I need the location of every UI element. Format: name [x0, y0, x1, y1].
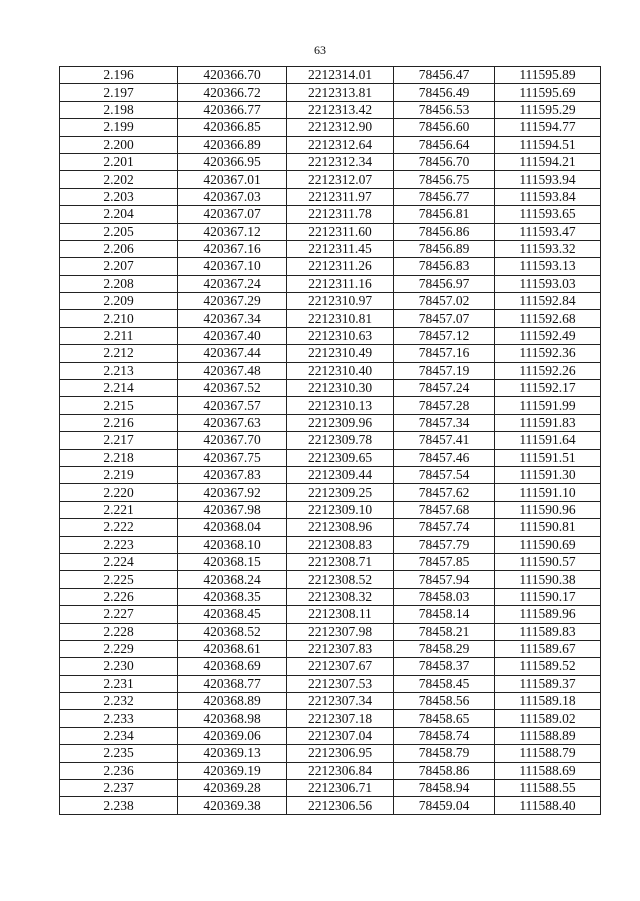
local-y-cell: 111591.51	[495, 449, 601, 466]
table-row	[60, 258, 601, 275]
table-row	[60, 797, 601, 814]
point-id-cell: 2.213	[60, 362, 178, 379]
point-id-cell: 2.224	[60, 553, 178, 570]
y-coordinate-cell: 2212307.67	[287, 658, 394, 675]
x-coordinate-cell: 420368.24	[178, 571, 287, 588]
table-row	[60, 606, 601, 623]
table-row	[60, 345, 601, 362]
local-x-cell: 78456.60	[394, 119, 495, 136]
x-coordinate-cell: 420366.95	[178, 153, 287, 170]
x-coordinate-cell: 420366.89	[178, 136, 287, 153]
local-y-cell: 111589.02	[495, 710, 601, 727]
local-y-cell: 111591.83	[495, 414, 601, 431]
point-id-cell: 2.222	[60, 519, 178, 536]
local-x-cell: 78457.41	[394, 432, 495, 449]
local-x-cell: 78458.65	[394, 710, 495, 727]
point-id-cell: 2.235	[60, 745, 178, 762]
point-id-cell: 2.211	[60, 327, 178, 344]
local-y-cell: 111595.69	[495, 84, 601, 101]
x-coordinate-cell: 420367.34	[178, 310, 287, 327]
point-id-cell: 2.236	[60, 762, 178, 779]
point-id-cell: 2.205	[60, 223, 178, 240]
y-coordinate-cell: 2212309.25	[287, 484, 394, 501]
point-id-cell: 2.225	[60, 571, 178, 588]
table-row	[60, 727, 601, 744]
point-id-cell: 2.207	[60, 258, 178, 275]
point-id-cell: 2.196	[60, 67, 178, 84]
table-row	[60, 275, 601, 292]
x-coordinate-cell: 420367.44	[178, 345, 287, 362]
y-coordinate-cell: 2212310.13	[287, 397, 394, 414]
x-coordinate-cell: 420369.38	[178, 797, 287, 814]
point-id-cell: 2.206	[60, 240, 178, 257]
y-coordinate-cell: 2212310.63	[287, 327, 394, 344]
table-row	[60, 310, 601, 327]
x-coordinate-cell: 420367.10	[178, 258, 287, 275]
local-x-cell: 78457.46	[394, 449, 495, 466]
table-row	[60, 327, 601, 344]
y-coordinate-cell: 2212306.71	[287, 780, 394, 797]
x-coordinate-cell: 420367.83	[178, 466, 287, 483]
table-row	[60, 588, 601, 605]
local-x-cell: 78457.62	[394, 484, 495, 501]
y-coordinate-cell: 2212311.97	[287, 188, 394, 205]
point-id-cell: 2.212	[60, 345, 178, 362]
local-x-cell: 78457.54	[394, 466, 495, 483]
local-x-cell: 78458.21	[394, 623, 495, 640]
table-row	[60, 206, 601, 223]
table-row	[60, 571, 601, 588]
local-y-cell: 111589.52	[495, 658, 601, 675]
table-row	[60, 240, 601, 257]
local-y-cell: 111591.30	[495, 466, 601, 483]
local-x-cell: 78458.14	[394, 606, 495, 623]
table-row	[60, 119, 601, 136]
point-id-cell: 2.232	[60, 693, 178, 710]
x-coordinate-cell: 420369.13	[178, 745, 287, 762]
local-x-cell: 78456.70	[394, 153, 495, 170]
point-id-cell: 2.209	[60, 293, 178, 310]
y-coordinate-cell: 2212314.01	[287, 67, 394, 84]
y-coordinate-cell: 2212310.81	[287, 310, 394, 327]
local-y-cell: 111588.40	[495, 797, 601, 814]
local-x-cell: 78456.89	[394, 240, 495, 257]
local-x-cell: 78459.04	[394, 797, 495, 814]
x-coordinate-cell: 420366.77	[178, 101, 287, 118]
table-row	[60, 623, 601, 640]
y-coordinate-cell: 2212312.34	[287, 153, 394, 170]
x-coordinate-cell: 420367.24	[178, 275, 287, 292]
x-coordinate-cell: 420367.92	[178, 484, 287, 501]
local-y-cell: 111591.99	[495, 397, 601, 414]
x-coordinate-cell: 420367.63	[178, 414, 287, 431]
local-x-cell: 78458.86	[394, 762, 495, 779]
local-x-cell: 78456.64	[394, 136, 495, 153]
x-coordinate-cell: 420366.70	[178, 67, 287, 84]
local-x-cell: 78458.03	[394, 588, 495, 605]
y-coordinate-cell: 2212312.90	[287, 119, 394, 136]
local-y-cell: 111593.84	[495, 188, 601, 205]
x-coordinate-cell: 420367.07	[178, 206, 287, 223]
y-coordinate-cell: 2212309.10	[287, 501, 394, 518]
table-row	[60, 362, 601, 379]
table-row	[60, 153, 601, 170]
x-coordinate-cell: 420367.75	[178, 449, 287, 466]
local-y-cell: 111589.18	[495, 693, 601, 710]
y-coordinate-cell: 2212309.78	[287, 432, 394, 449]
local-y-cell: 111590.17	[495, 588, 601, 605]
point-id-cell: 2.237	[60, 780, 178, 797]
x-coordinate-cell: 420366.85	[178, 119, 287, 136]
y-coordinate-cell: 2212308.11	[287, 606, 394, 623]
y-coordinate-cell: 2212306.56	[287, 797, 394, 814]
coordinates-table	[59, 66, 601, 815]
point-id-cell: 2.233	[60, 710, 178, 727]
point-id-cell: 2.216	[60, 414, 178, 431]
table-row	[60, 188, 601, 205]
point-id-cell: 2.221	[60, 501, 178, 518]
local-x-cell: 78457.74	[394, 519, 495, 536]
local-x-cell: 78457.19	[394, 362, 495, 379]
x-coordinate-cell: 420368.15	[178, 553, 287, 570]
local-y-cell: 111589.37	[495, 675, 601, 692]
local-x-cell: 78457.24	[394, 380, 495, 397]
table-row	[60, 432, 601, 449]
x-coordinate-cell: 420367.01	[178, 171, 287, 188]
local-x-cell: 78457.85	[394, 553, 495, 570]
x-coordinate-cell: 420368.04	[178, 519, 287, 536]
local-x-cell: 78458.94	[394, 780, 495, 797]
local-y-cell: 111590.69	[495, 536, 601, 553]
point-id-cell: 2.217	[60, 432, 178, 449]
y-coordinate-cell: 2212307.04	[287, 727, 394, 744]
x-coordinate-cell: 420369.19	[178, 762, 287, 779]
point-id-cell: 2.202	[60, 171, 178, 188]
point-id-cell: 2.204	[60, 206, 178, 223]
point-id-cell: 2.197	[60, 84, 178, 101]
x-coordinate-cell: 420367.70	[178, 432, 287, 449]
y-coordinate-cell: 2212308.83	[287, 536, 394, 553]
local-x-cell: 78457.12	[394, 327, 495, 344]
local-x-cell: 78456.75	[394, 171, 495, 188]
x-coordinate-cell: 420369.28	[178, 780, 287, 797]
table-row	[60, 84, 601, 101]
local-y-cell: 111595.29	[495, 101, 601, 118]
table-row	[60, 171, 601, 188]
y-coordinate-cell: 2212311.60	[287, 223, 394, 240]
local-y-cell: 111594.51	[495, 136, 601, 153]
y-coordinate-cell: 2212311.26	[287, 258, 394, 275]
y-coordinate-cell: 2212312.64	[287, 136, 394, 153]
local-x-cell: 78456.97	[394, 275, 495, 292]
y-coordinate-cell: 2212310.97	[287, 293, 394, 310]
local-x-cell: 78458.74	[394, 727, 495, 744]
table-row	[60, 136, 601, 153]
y-coordinate-cell: 2212307.34	[287, 693, 394, 710]
local-x-cell: 78456.86	[394, 223, 495, 240]
local-x-cell: 78458.56	[394, 693, 495, 710]
point-id-cell: 2.227	[60, 606, 178, 623]
x-coordinate-cell: 420369.06	[178, 727, 287, 744]
point-id-cell: 2.230	[60, 658, 178, 675]
local-x-cell: 78456.49	[394, 84, 495, 101]
local-x-cell: 78457.34	[394, 414, 495, 431]
table-row	[60, 101, 601, 118]
point-id-cell: 2.229	[60, 640, 178, 657]
local-x-cell: 78457.79	[394, 536, 495, 553]
point-id-cell: 2.218	[60, 449, 178, 466]
x-coordinate-cell: 420366.72	[178, 84, 287, 101]
coordinates-table-body	[60, 67, 601, 815]
local-y-cell: 111592.68	[495, 310, 601, 327]
local-y-cell: 111593.65	[495, 206, 601, 223]
table-row	[60, 693, 601, 710]
y-coordinate-cell: 2212307.83	[287, 640, 394, 657]
page-number: 63	[314, 43, 326, 57]
table-row	[60, 449, 601, 466]
local-y-cell: 111593.47	[495, 223, 601, 240]
y-coordinate-cell: 2212308.71	[287, 553, 394, 570]
local-y-cell: 111588.89	[495, 727, 601, 744]
local-x-cell: 78457.07	[394, 310, 495, 327]
x-coordinate-cell: 420367.52	[178, 380, 287, 397]
local-y-cell: 111591.10	[495, 484, 601, 501]
table-row	[60, 380, 601, 397]
local-y-cell: 111594.77	[495, 119, 601, 136]
table-row	[60, 501, 601, 518]
table-row	[60, 223, 601, 240]
local-y-cell: 111592.26	[495, 362, 601, 379]
local-y-cell: 111592.49	[495, 327, 601, 344]
point-id-cell: 2.220	[60, 484, 178, 501]
point-id-cell: 2.214	[60, 380, 178, 397]
point-id-cell: 2.223	[60, 536, 178, 553]
local-x-cell: 78458.29	[394, 640, 495, 657]
table-row	[60, 293, 601, 310]
local-y-cell: 111592.84	[495, 293, 601, 310]
local-y-cell: 111594.21	[495, 153, 601, 170]
local-x-cell: 78457.28	[394, 397, 495, 414]
local-y-cell: 111590.96	[495, 501, 601, 518]
point-id-cell: 2.231	[60, 675, 178, 692]
local-x-cell: 78458.79	[394, 745, 495, 762]
local-x-cell: 78458.37	[394, 658, 495, 675]
x-coordinate-cell: 420368.45	[178, 606, 287, 623]
y-coordinate-cell: 2212307.18	[287, 710, 394, 727]
x-coordinate-cell: 420368.69	[178, 658, 287, 675]
point-id-cell: 2.201	[60, 153, 178, 170]
table-row	[60, 466, 601, 483]
y-coordinate-cell: 2212307.98	[287, 623, 394, 640]
y-coordinate-cell: 2212310.40	[287, 362, 394, 379]
local-y-cell: 111590.81	[495, 519, 601, 536]
y-coordinate-cell: 2212308.52	[287, 571, 394, 588]
table-row	[60, 67, 601, 84]
table-row	[60, 484, 601, 501]
table-row	[60, 710, 601, 727]
x-coordinate-cell: 420368.98	[178, 710, 287, 727]
local-y-cell: 111589.83	[495, 623, 601, 640]
local-x-cell: 78456.81	[394, 206, 495, 223]
x-coordinate-cell: 420367.57	[178, 397, 287, 414]
y-coordinate-cell: 2212312.07	[287, 171, 394, 188]
point-id-cell: 2.203	[60, 188, 178, 205]
table-row	[60, 675, 601, 692]
x-coordinate-cell: 420367.29	[178, 293, 287, 310]
table-row	[60, 414, 601, 431]
y-coordinate-cell: 2212308.96	[287, 519, 394, 536]
local-y-cell: 111592.17	[495, 380, 601, 397]
x-coordinate-cell: 420367.16	[178, 240, 287, 257]
local-y-cell: 111595.89	[495, 67, 601, 84]
table-row	[60, 745, 601, 762]
y-coordinate-cell: 2212309.65	[287, 449, 394, 466]
y-coordinate-cell: 2212306.95	[287, 745, 394, 762]
table-row	[60, 553, 601, 570]
x-coordinate-cell: 420367.03	[178, 188, 287, 205]
point-id-cell: 2.228	[60, 623, 178, 640]
y-coordinate-cell: 2212313.42	[287, 101, 394, 118]
y-coordinate-cell: 2212306.84	[287, 762, 394, 779]
point-id-cell: 2.208	[60, 275, 178, 292]
point-id-cell: 2.219	[60, 466, 178, 483]
local-x-cell: 78456.83	[394, 258, 495, 275]
local-y-cell: 111593.03	[495, 275, 601, 292]
y-coordinate-cell: 2212310.30	[287, 380, 394, 397]
table-row	[60, 658, 601, 675]
local-y-cell: 111588.69	[495, 762, 601, 779]
local-x-cell: 78457.16	[394, 345, 495, 362]
x-coordinate-cell: 420368.52	[178, 623, 287, 640]
x-coordinate-cell: 420368.61	[178, 640, 287, 657]
local-y-cell: 111588.55	[495, 780, 601, 797]
point-id-cell: 2.210	[60, 310, 178, 327]
local-x-cell: 78458.45	[394, 675, 495, 692]
x-coordinate-cell: 420368.35	[178, 588, 287, 605]
x-coordinate-cell: 420368.89	[178, 693, 287, 710]
y-coordinate-cell: 2212311.16	[287, 275, 394, 292]
local-y-cell: 111589.67	[495, 640, 601, 657]
local-y-cell: 111588.79	[495, 745, 601, 762]
y-coordinate-cell: 2212308.32	[287, 588, 394, 605]
local-y-cell: 111590.57	[495, 553, 601, 570]
local-x-cell: 78456.47	[394, 67, 495, 84]
y-coordinate-cell: 2212310.49	[287, 345, 394, 362]
x-coordinate-cell: 420368.77	[178, 675, 287, 692]
local-y-cell: 111593.32	[495, 240, 601, 257]
x-coordinate-cell: 420367.48	[178, 362, 287, 379]
point-id-cell: 2.198	[60, 101, 178, 118]
local-x-cell: 78456.77	[394, 188, 495, 205]
local-y-cell: 111593.94	[495, 171, 601, 188]
local-x-cell: 78457.94	[394, 571, 495, 588]
y-coordinate-cell: 2212311.78	[287, 206, 394, 223]
table-row	[60, 640, 601, 657]
point-id-cell: 2.199	[60, 119, 178, 136]
local-y-cell: 111592.36	[495, 345, 601, 362]
point-id-cell: 2.200	[60, 136, 178, 153]
x-coordinate-cell: 420367.98	[178, 501, 287, 518]
y-coordinate-cell: 2212313.81	[287, 84, 394, 101]
local-y-cell: 111591.64	[495, 432, 601, 449]
local-y-cell: 111590.38	[495, 571, 601, 588]
x-coordinate-cell: 420368.10	[178, 536, 287, 553]
local-x-cell: 78456.53	[394, 101, 495, 118]
x-coordinate-cell: 420367.12	[178, 223, 287, 240]
table-row	[60, 536, 601, 553]
point-id-cell: 2.238	[60, 797, 178, 814]
point-id-cell: 2.234	[60, 727, 178, 744]
local-y-cell: 111593.13	[495, 258, 601, 275]
local-y-cell: 111589.96	[495, 606, 601, 623]
point-id-cell: 2.215	[60, 397, 178, 414]
y-coordinate-cell: 2212311.45	[287, 240, 394, 257]
x-coordinate-cell: 420367.40	[178, 327, 287, 344]
point-id-cell: 2.226	[60, 588, 178, 605]
table-row	[60, 762, 601, 779]
local-x-cell: 78457.02	[394, 293, 495, 310]
y-coordinate-cell: 2212307.53	[287, 675, 394, 692]
table-row	[60, 397, 601, 414]
table-row	[60, 519, 601, 536]
y-coordinate-cell: 2212309.44	[287, 466, 394, 483]
table-row	[60, 780, 601, 797]
y-coordinate-cell: 2212309.96	[287, 414, 394, 431]
local-x-cell: 78457.68	[394, 501, 495, 518]
